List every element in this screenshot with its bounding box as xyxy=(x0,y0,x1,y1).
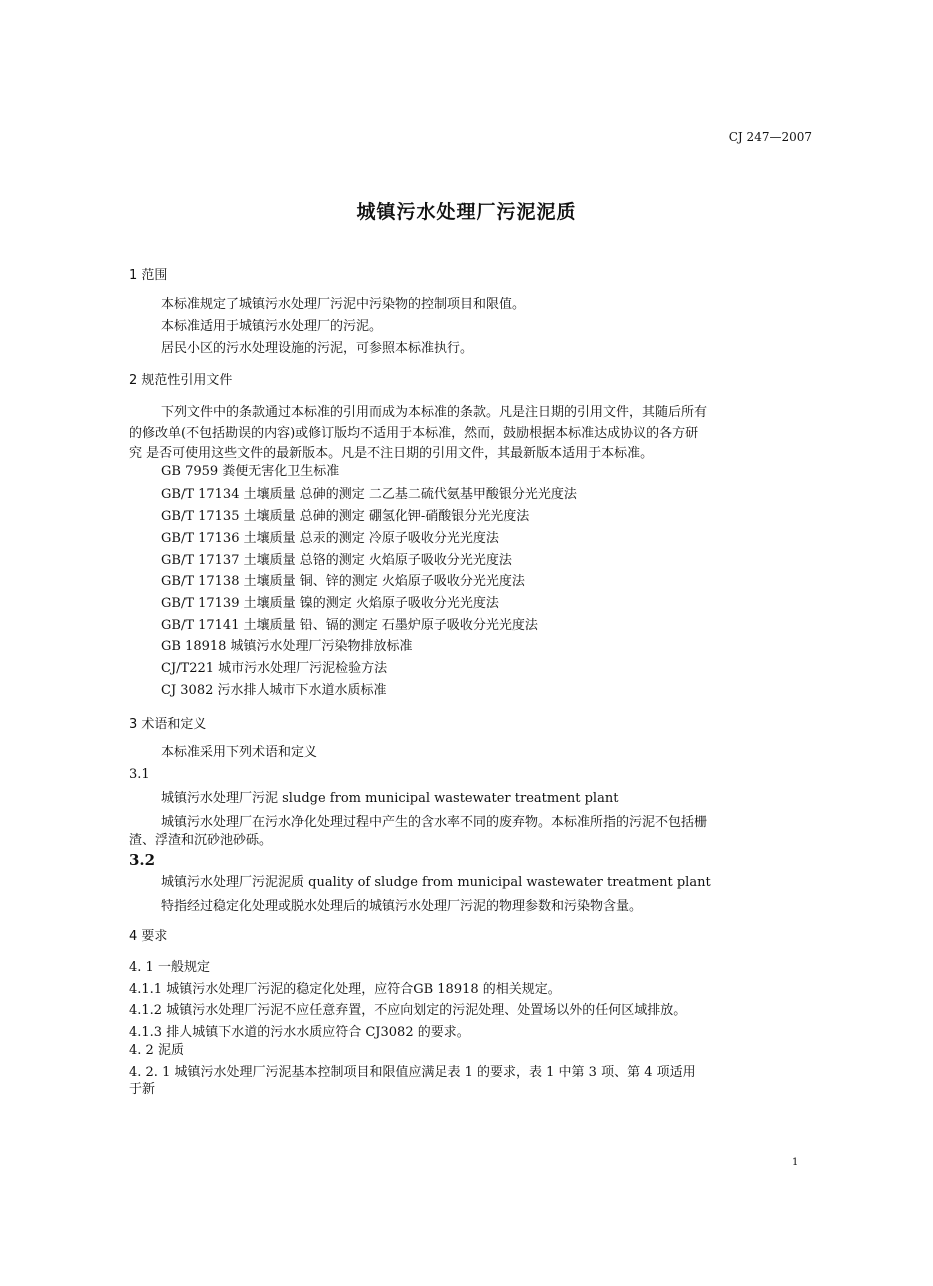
ref-item: CJ/T221 城市污水处理厂污泥检验方法 xyxy=(161,661,388,676)
ref-item: GB/T 17139 土壤质量 镍的测定 火焰原子吸收分光光度法 xyxy=(161,596,499,611)
s4-line: 4.1.2 城镇污水处理厂污泥不应任意弃置，不应向划定的污泥处理、处置场以外的任何区域排放。 xyxy=(129,1003,687,1018)
section-1-heading: 1 范围 xyxy=(129,268,168,283)
section-2-heading: 2 规范性引用文件 xyxy=(129,373,233,388)
ref-item: GB 7959 粪便无害化卫生标准 xyxy=(161,464,340,479)
page-number: 1 xyxy=(792,1157,799,1168)
s4-line: 4.1.1 城镇污水处理厂污泥的稳定化处理，应符合GB 18918 的相关规定。 xyxy=(129,982,561,997)
term-3-2-def: 特指经过稳定化处理或脱水处理后的城镇污水处理厂污泥的物理参数和污染物含量。 xyxy=(161,899,643,914)
ref-item: GB/T 17134 土壤质量 总砷的测定 二乙基二硫代氨基甲酸银分光光度法 xyxy=(161,487,577,502)
standard-code: CJ 247—2007 xyxy=(728,130,812,144)
term-3-1-number: 3.1 xyxy=(129,767,150,782)
s1-line-3: 居民小区的污水处理设施的污泥，可参照本标准执行。 xyxy=(161,341,474,356)
term-3-1-def-line-2: 渣、浮渣和沉砂池砂砾。 xyxy=(129,833,273,848)
s4-line: 于新 xyxy=(129,1082,156,1097)
s4-line: 4. 2 泥质 xyxy=(129,1043,184,1058)
s3-intro: 本标准采用下列术语和定义 xyxy=(161,745,318,760)
page-title: 城镇污水处理厂污泥泥质 xyxy=(356,201,577,223)
term-3-1: 城镇污水处理厂污泥 sludge from municipal wastewater treatment plant xyxy=(161,791,619,806)
term-3-1-def-line-1: 城镇污水处理厂在污水净化处理过程中产生的含水率不同的废弃物。本标准所指的污泥不包括栅 xyxy=(161,815,708,830)
s4-line: 4. 1 一般规定 xyxy=(129,960,210,975)
ref-item: GB/T 17141 土壤质量 铅、镉的测定 石墨炉原子吸收分光光度法 xyxy=(161,618,538,633)
s2-para-line-2: 的修改单(不包括勘误的内容)或修订版均不适用于本标准，然而，鼓励根据本标准达成协议的各方研 xyxy=(129,426,699,441)
s1-line-2: 本标准适用于城镇污水处理厂的污泥。 xyxy=(161,319,383,334)
s2-para-line-3: 究 是否可使用这些文件的最新版本。凡是不注日期的引用文件，其最新版本适用于本标准。 xyxy=(129,446,654,461)
s4-line: 4. 2. 1 城镇污水处理厂污泥基本控制项目和限值应满足表 1 的要求，表 1 中第 3 项、第 4 项适用 xyxy=(129,1065,696,1080)
term-3-2-number: 3.2 xyxy=(129,851,156,869)
ref-item: GB/T 17135 土壤质量 总砷的测定 硼氢化钾-硝酸银分光光度法 xyxy=(161,509,530,524)
s4-line: 4.1.3 排人城镇下水道的污水水质应符合 CJ3082 的要求。 xyxy=(129,1025,470,1040)
s2-para-line-1: 下列文件中的条款通过本标准的引用而成为本标准的条款。凡是注日期的引用文件，其随后所有 xyxy=(161,405,708,420)
section-4-heading: 4 要求 xyxy=(129,929,168,944)
ref-item: GB/T 17136 土壤质量 总汞的测定 冷原子吸收分光光度法 xyxy=(161,531,499,546)
s1-line-1: 本标准规定了城镇污水处理厂污泥中污染物的控制项目和限值。 xyxy=(161,297,526,312)
term-3-2: 城镇污水处理厂污泥泥质 quality of sludge from municipal wastewater treatment plant xyxy=(161,875,711,890)
ref-item: GB/T 17138 土壤质量 铜、锌的测定 火焰原子吸收分光光度法 xyxy=(161,574,525,589)
ref-item: GB/T 17137 土壤质量 总铬的测定 火焰原子吸收分光光度法 xyxy=(161,553,512,568)
ref-item: CJ 3082 污水排人城市下水道水质标准 xyxy=(161,683,387,698)
ref-item: GB 18918 城镇污水处理厂污染物排放标准 xyxy=(161,639,413,654)
section-3-heading: 3 术语和定义 xyxy=(129,717,207,732)
